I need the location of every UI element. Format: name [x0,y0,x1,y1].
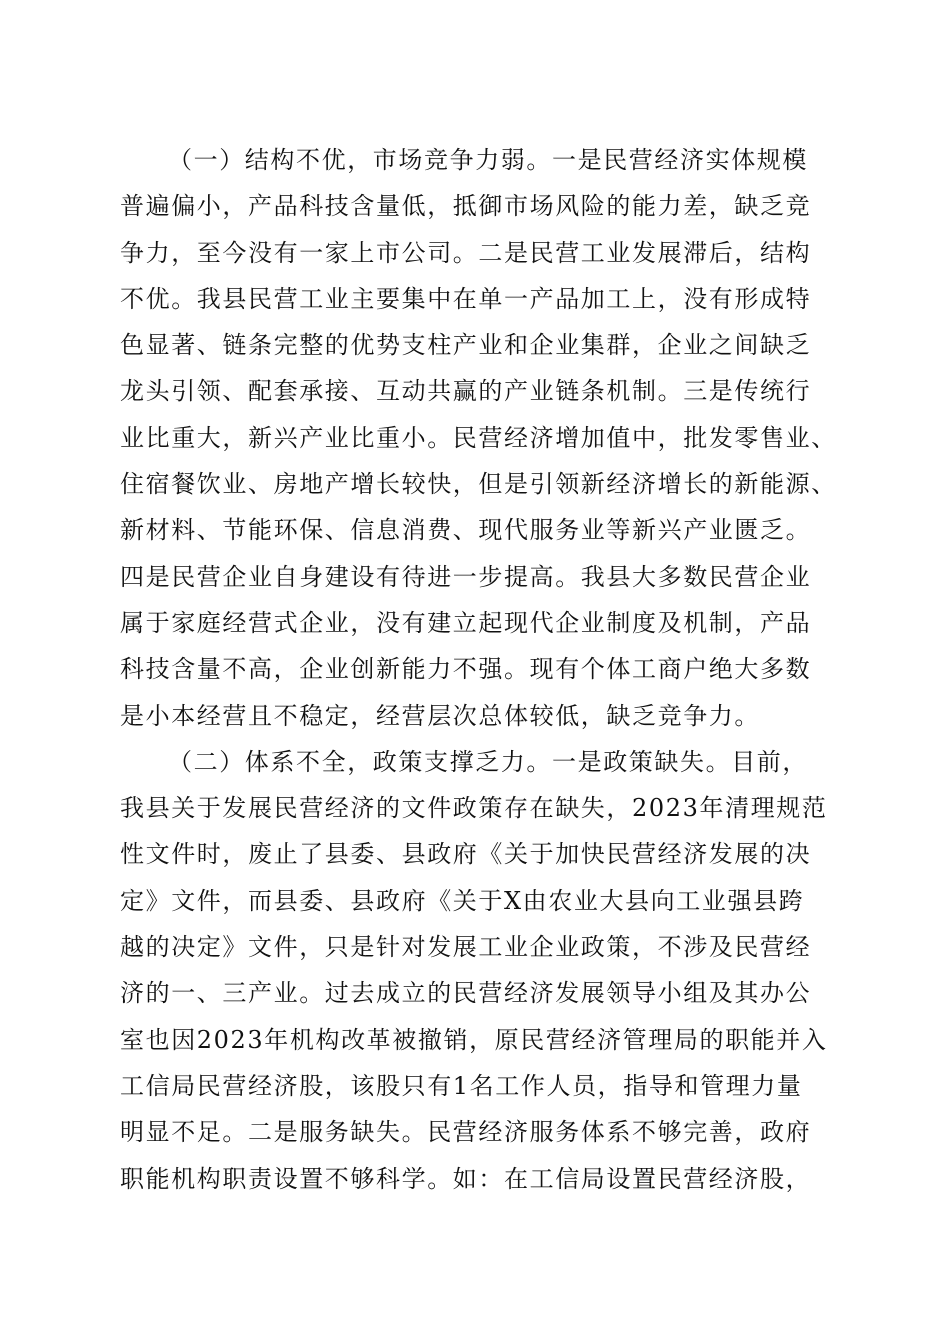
paragraph-structure-issues [120,137,840,739]
text-line: 越的决定》文件，只是针对发展工业企业政策，不涉及民营经 [120,933,812,962]
text-line: 室也因2023年机构改革被撤销，原民营经济管理局的职能并入 [120,1025,828,1054]
text-line: （二）体系不全，政策支撑乏力。一是政策缺失。目前， [168,747,808,776]
text-line: （一）结构不优，市场竞争力弱。一是民营经济实体规模 [168,146,808,174]
text-line: 科技含量不高，企业创新能力不强。现有个体工商户绝大多数 [120,655,812,684]
text-line: 新材料、节能环保、信息消费、现代服务业等新兴产业匮乏。 [120,516,812,545]
paragraph-policy-system-issues [120,739,840,1202]
text-line: 龙头引领、配套承接、互动共赢的产业链条机制。三是传统行 [120,377,812,406]
text-line: 业比重大，新兴产业比重小。民营经济增加值中，批发零售业、 [120,423,837,452]
document-body [120,137,840,1202]
text-line: 明显不足。二是服务缺失。民营经济服务体系不够完善，政府 [120,1118,812,1147]
text-line: 属于家庭经营式企业，没有建立起现代企业制度及机制，产品 [120,608,812,637]
text-line: 是小本经营且不稳定，经营层次总体较低，缺乏竞争力。 [120,701,760,730]
text-line: 住宿餐饮业、房地产增长较快，但是引领新经济增长的新能源、 [120,470,837,499]
text-line: 济的一、三产业。过去成立的民营经济发展领导小组及其办公 [120,979,812,1008]
text-line: 争力，至今没有一家上市公司。二是民营工业发展滞后，结构 [120,238,812,267]
text-line: 工信局民营经济股，该股只有1名工作人员，指导和管理力量 [120,1071,803,1100]
text-line: 我县关于发展民营经济的文件政策存在缺失，2023年清理规范 [120,794,828,823]
text-line: 定》文件，而县委、县政府《关于X由农业大县向工业强县跨 [120,886,805,915]
text-line: 职能机构职责设置不够科学。如：在工信局设置民营经济股， [120,1164,812,1193]
text-line: 性文件时，废止了县委、县政府《关于加快民营经济发展的决 [120,840,812,869]
text-line: 不优。我县民营工业主要集中在单一产品加工上，没有形成特 [120,284,812,313]
text-line: 色显著、链条完整的优势支柱产业和企业集群，企业之间缺乏 [120,331,812,360]
text-line: 四是民营企业自身建设有待进一步提高。我县大多数民营企业 [120,562,812,591]
text-line: 普遍偏小，产品科技含量低，抵御市场风险的能力差，缺乏竞 [120,192,812,221]
